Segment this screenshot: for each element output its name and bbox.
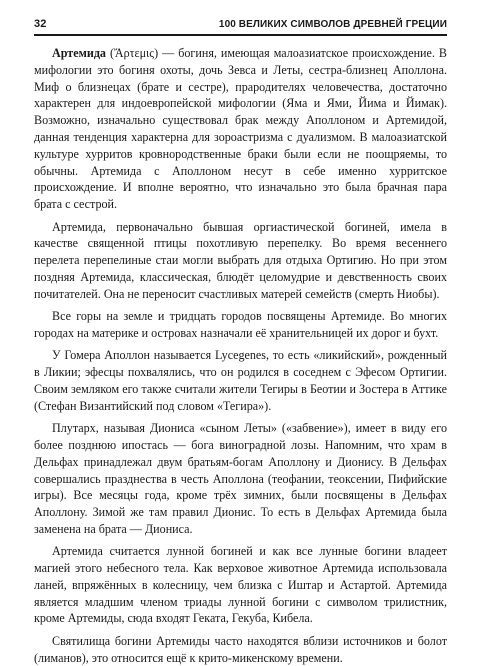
paragraph-1 [34,45,447,213]
paragraph-5: Плутарх, называя Диониса «сыном Леты» («забвение»), имеет в виду его более позднюю ипостась — бога виноградной лозы. Напомним, что храм в Дельфах принадлежал двум братьям-богам Аполлону и Дионису. В Дельфах совершались празднества в честь Аполлона (теофании, теоксении, Пифийские игры). Все месяцы года, кроме трёх зимних, были посвящены в Дельфах Аполлону. Зимой же там правил Дионис. То есть в Дельфах Артемида была заменена на брата — Диониса. [34,421,447,536]
paragraph-7: Святилища богини Артемиды часто находятся вблизи источников и болот (лиманов), это относится ещё к крито-микенскому времени. [34,633,447,665]
running-header [34,18,447,36]
entry-term: Артемида [52,46,106,60]
paragraph-4: У Гомера Аполлон называется Lycegenes, то есть «ликийский», рожденный в Ликии; эфесцы похвалялись, что он родился в соседнем с Эфесом Ортигии. Своим земляком его также считали жители Тегиры в Беотии и Зостера в Аттике (Стефан Византийский под словом «Тегира»). [34,348,447,413]
body-text [34,45,447,666]
paragraph-3: Все горы на земле и тридцать городов посвящены Артемиде. Во многих городах на материке и островах назначали её хранительницей их дорог и бухт. [34,309,447,340]
running-title: 100 ВЕЛИКИХ СИМВОЛОВ ДРЕВНЕЙ ГРЕЦИИ [218,19,447,30]
entry-greek-name: (Ἄρτεμις) [110,46,159,60]
paragraph-6: Артемида считается лунной богиней и как все лунные богини владеет магией этого небесного тела. Как верховое животное Артемида использовала ланей, впряжённых в колесницу, чем близка с Иштар и Астартой. Артемида является младшим членом триады лунной богини с символом трилистник, кроме Артемиды, сюда входят Геката, Гекуба, Кибела. [34,544,447,626]
page-number: 32 [34,18,47,30]
entry-text: — богиня, имеющая малоазиатское происхождение. В мифологии это богиня охоты, дочь Зевса и Леты, сестра-близнец Аполлона. Миф о близнецах (брате и сестре), прародителях человечества, достаточно характерен для индоевропейской мифологии (Яма и Ями, Йима и Йимак). Возможно, изначально существовал брак между Аполлоном и Артемидой, данная тенденция характерна для зороастризма с дуализмом. В малоазиатской культуре хурритов кровнородственные браки были если не поощряемы, то обычны. Артемида с Аполлоном несут в себе именно хурритское происхождение. И вполне вероятно, что изначально это была брачная пара брата с сестрой. [34,46,447,212]
paragraph-2: Артемида, первоначально бывшая оргиастической богиней, имела в качестве священной птицы похотливую перепелку. Во время весеннего перелета перепелиные стаи могли выбрать для отдыха Ортигию. Но при этом поздняя Артемида, классическая, блюдёт целомудрие и девственность своих почитателей. Она не переносит счастливых матерей семейств (смерть Ниобы). [34,219,447,301]
